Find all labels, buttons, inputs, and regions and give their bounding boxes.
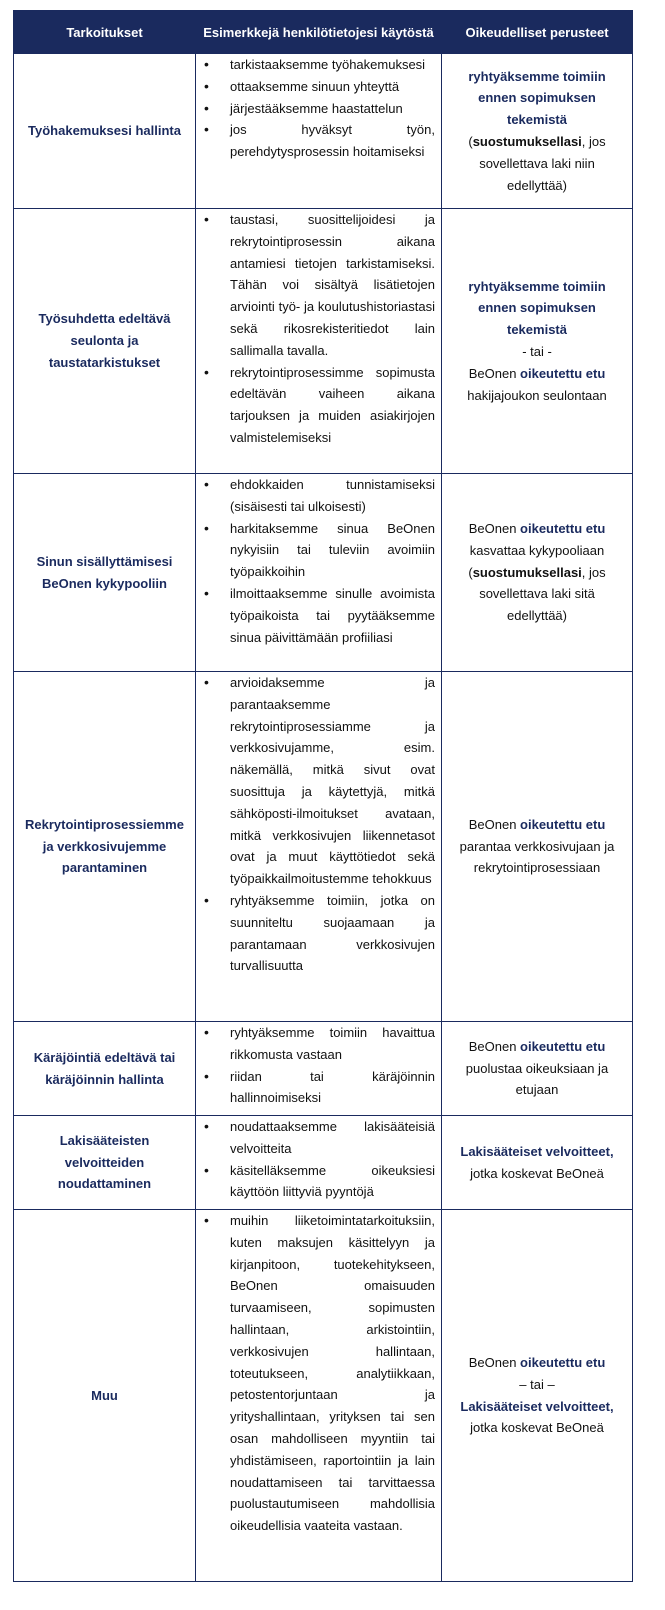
basis-emphasis: oikeutettu etu: [520, 816, 606, 832]
basis-line: - tai -: [522, 344, 552, 359]
basis-emphasis: oikeutettu etu: [520, 1354, 606, 1370]
examples-list: [202, 54, 435, 163]
list-item: • riidan tai käräjöinnin hallinnoimiseksi: [230, 1066, 435, 1110]
legal-basis-cell: [442, 209, 633, 474]
legal-basis-cell: [442, 1116, 633, 1210]
table-row: [14, 474, 633, 672]
legal-basis-cell: [442, 1022, 633, 1116]
basis-line: [450, 363, 624, 385]
list-item: • tarkistaaksemme työhakemuksesi: [230, 54, 435, 76]
list-item: • noudattaaksemme lakisääteisiä velvoitteita: [230, 1116, 435, 1160]
examples-cell: [196, 1116, 442, 1210]
document-page: [13, 10, 632, 1582]
basis-line: jotka koskevat BeOneä: [470, 1165, 604, 1181]
examples-list: [202, 1116, 435, 1203]
examples-cell: [196, 1022, 442, 1116]
table-row: [14, 672, 633, 1022]
table-row: [14, 1116, 633, 1210]
purpose-cell: Työsuhdetta edeltävä seulonta ja taustatarkistukset: [14, 209, 196, 474]
basis-line: Lakisääteiset velvoitteet,: [460, 1398, 614, 1414]
examples-cell: [196, 1210, 442, 1582]
purpose-cell: Muu: [14, 1210, 196, 1582]
basis-text: BeOnen: [468, 1038, 521, 1054]
purpose-cell: Työhakemuksesi hallinta: [14, 54, 196, 209]
list-item: • ryhtyäksemme toimiin, jotka on suunniteltu suojaamaan ja parantamaan verkkosivujen turvallisuutta: [230, 890, 435, 977]
basis-line: [450, 1352, 624, 1374]
basis-line: jotka koskevat BeOneä: [470, 1420, 604, 1436]
purpose-cell: Rekrytointiprosessiemme ja verkkosivujemme parantaminen: [14, 672, 196, 1022]
examples-list: [202, 1210, 435, 1537]
purpose-cell: Lakisääteisten velvoitteiden noudattaminen: [14, 1116, 196, 1210]
basis-line: [450, 814, 624, 836]
purpose-cell: Sinun sisällyttämisesi BeOnen kykypooliin: [14, 474, 196, 672]
legal-basis-cell: [442, 54, 633, 209]
header-purposes: Tarkoitukset: [14, 11, 196, 54]
header-legal-basis: Oikeudelliset perusteet: [442, 11, 633, 54]
basis-line: [450, 518, 624, 540]
basis-line: Lakisääteiset velvoitteet,: [460, 1143, 614, 1159]
list-item: • taustasi, suosittelijoidesi ja rekrytointiprosessin aikana antamiesi tietojen tarkistamiseksi. Tähän voi sisältyä lisätietojen arviointi työ- ja koulutushistoriastasi sekä rikosrekisteritiedot lain sallimalla tavalla.: [230, 209, 435, 362]
basis-line: hakijajoukon seulontaan: [467, 387, 607, 403]
basis-text: (: [468, 564, 473, 580]
table-row: [14, 1022, 633, 1116]
list-item: • muihin liiketoimintatarkoituksiin, kuten maksujen käsittelyyn ja kirjanpitoon, tuotekehitykseen, BeOnen omaisuuden turvaamiseen, sopimusten hallintaan, arkistointiin, verkkosivujen hallintaan, toteutukseen, analytiikkaan, petostentorjuntaan ja yrityshallintaan, yrityksen tai sen osan mahdolliseen myyntiin tai yhdistämiseen, raportointiin ja lain noudattamiseen tai tarvittaessa puolustautumiseen mahdollisia oikeudellisia vaateita vastaan.: [230, 1210, 435, 1537]
basis-text: , jos sovellettava laki niin edellyttää): [479, 134, 606, 193]
table-row: [14, 54, 633, 209]
list-item: • käsitelläksemme oikeuksiesi käyttöön liittyviä pyyntöjä: [230, 1160, 435, 1204]
examples-cell: [196, 672, 442, 1022]
basis-line: [450, 562, 624, 627]
examples-list: [202, 474, 435, 648]
basis-text: BeOnen: [468, 365, 521, 381]
basis-emphasis: oikeutettu etu: [520, 365, 606, 381]
basis-line: – tai –: [519, 1376, 555, 1392]
basis-emphasis: oikeutettu etu: [520, 1038, 606, 1054]
basis-emphasis: oikeutettu etu: [520, 521, 606, 536]
list-item: • järjestääksemme haastattelun: [230, 98, 435, 120]
basis-line: ryhtyäksemme toimiin ennen sopimuksen tekemistä: [468, 278, 606, 338]
purpose-cell: Käräjöintiä edeltävä tai käräjöinnin hallinta: [14, 1022, 196, 1116]
header-examples: Esimerkkejä henkilötietojesi käytöstä: [196, 11, 442, 54]
legal-basis-cell: [442, 672, 633, 1022]
purposes-table: [13, 10, 633, 1582]
basis-line: kasvattaa kykypooliaan: [469, 542, 605, 558]
table-row: [14, 1210, 633, 1582]
basis-line: [450, 131, 624, 196]
basis-line: [450, 1036, 624, 1058]
table-row: [14, 209, 633, 474]
basis-line: ryhtyäksemme toimiin ennen sopimuksen tekemistä: [468, 68, 606, 128]
examples-cell: [196, 54, 442, 209]
basis-text: , jos sovellettava laki sitä edellyttää): [479, 564, 606, 624]
list-item: • ilmoittaaksemme sinulle avoimista työpaikoista tai pyytääksemme sinua päivittämään profiiliasi: [230, 583, 435, 648]
legal-basis-cell: [442, 474, 633, 672]
list-item: • ottaaksemme sinuun yhteyttä: [230, 76, 435, 98]
list-item: • jos hyväksyt työn, perehdytysprosessin hoitamiseksi: [230, 119, 435, 163]
basis-text: BeOnen: [468, 1354, 521, 1370]
list-item: • rekrytointiprosessimme sopimusta edeltävän vaiheen aikana tarjouksen ja muiden asiakirjojen valmistelemiseksi: [230, 362, 435, 449]
basis-text: BeOnen: [468, 816, 521, 832]
basis-emphasis: suostumuksellasi: [472, 564, 582, 580]
examples-cell: [196, 474, 442, 672]
list-item: • harkitaksemme sinua BeOnen nykyisiin tai tuleviin avoimiin työpaikkoihin: [230, 518, 435, 583]
legal-basis-cell: [442, 1210, 633, 1582]
basis-emphasis: suostumuksellasi: [472, 134, 582, 149]
examples-list: [202, 672, 435, 977]
examples-list: [202, 1022, 435, 1109]
basis-text: (: [468, 134, 473, 149]
examples-cell: [196, 209, 442, 474]
list-item: • ehdokkaiden tunnistamiseksi (sisäisesti tai ulkoisesti): [230, 474, 435, 518]
examples-list: [202, 209, 435, 449]
header-row: [14, 11, 633, 54]
list-item: • ryhtyäksemme toimiin havaittua rikkomusta vastaan: [230, 1022, 435, 1066]
basis-line: puolustaa oikeuksiaan ja etujaan: [465, 1060, 609, 1098]
basis-text: BeOnen: [468, 521, 521, 536]
list-item: • arvioidaksemme ja parantaaksemme rekrytointiprosessiamme ja verkkosivujamme, esim. näkemällä, mitkä sivut ovat suosittuja ja käytettyjä, mitkä sähköposti-ilmoitukset avataan, mitkä verkkosivujen liikennetasot ovat ja muut käyttötiedot sekä työpaikkailmoitustemme tehokkuus: [230, 672, 435, 890]
basis-line: parantaa verkkosivujaan ja rekrytointiprosessiaan: [459, 838, 615, 876]
